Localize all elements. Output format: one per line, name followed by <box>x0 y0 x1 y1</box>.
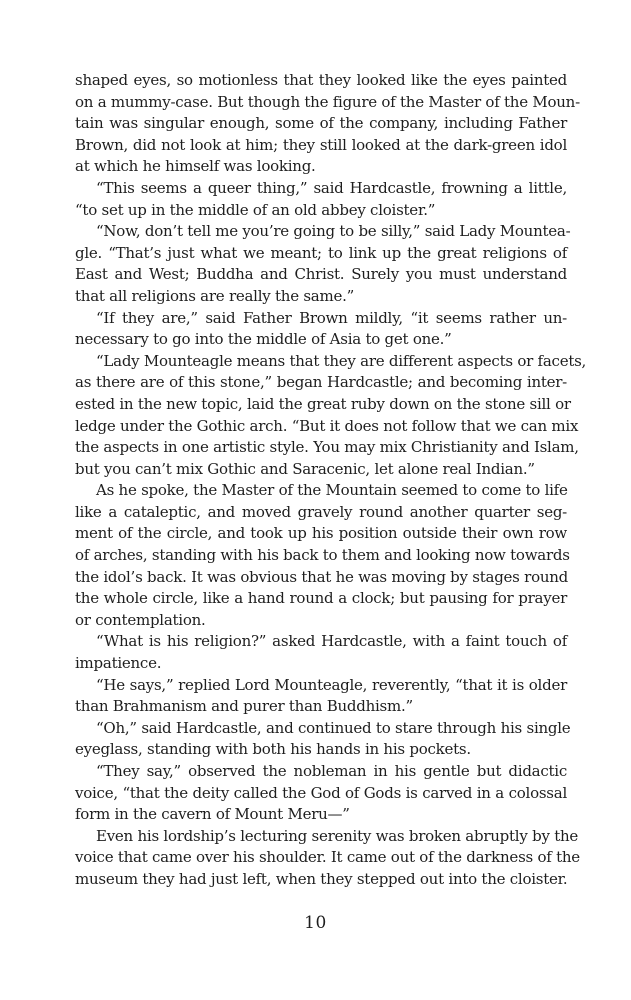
text-line: ested in the new topic, laid the great ruby down on the stone sill or <box>75 394 571 413</box>
text-line: “Oh,” said Hardcastle, and continued to stare through his single <box>96 718 571 737</box>
text-line: Even his lordship’s lecturing serenity was broken abruptly by the <box>96 826 579 845</box>
text-line: impatience. <box>75 654 162 673</box>
text-line: like a cataleptic, and moved gravely round another quarter seg- <box>75 502 567 521</box>
text-line: that all religions are really the same.” <box>75 286 355 305</box>
text-line: of arches, standing with his back to them and looking now towards <box>75 546 570 565</box>
text-line: voice that came over his shoulder. It came out of the darkness of the <box>75 848 580 867</box>
text-line: but you can’t mix Gothic and Saracenic, let alone real Indian.” <box>75 459 535 478</box>
text-line: on a mummy-case. But though the figure of the Master of the Moun- <box>75 92 580 111</box>
text-line: at which he himself was looking. <box>75 157 316 176</box>
text-line: As he spoke, the Master of the Mountain seemed to come to life <box>96 481 568 500</box>
text-line: or contemplation. <box>75 610 206 629</box>
text-line: than Brahmanism and purer than Buddhism.” <box>75 697 413 716</box>
text-line: eyeglass, standing with both his hands in his pockets. <box>75 740 471 759</box>
text-line: “What is his religion?” asked Hardcastle, with a faint touch of <box>96 632 567 651</box>
text-line: “If they are,” said Father Brown mildly, “it seems rather un- <box>96 308 567 327</box>
text-line: East and West; Buddha and Christ. Surely you must understand <box>75 265 567 284</box>
text-line: “Lady Mounteagle means that they are different aspects or facets, <box>96 351 587 370</box>
text-line: ment of the circle, and took up his position outside their own row <box>75 524 567 543</box>
text-line: “He says,” replied Lord Mounteagle, reverently, “that it is older <box>96 675 567 694</box>
text-line: the aspects in one artistic style. You may mix Christianity and Islam, <box>75 438 579 457</box>
page-body-text <box>75 70 587 891</box>
text-line: necessary to go into the middle of Asia to get one.” <box>75 330 452 349</box>
text-line: voice, “that the deity called the God of Gods is carved in a colossal <box>75 783 567 802</box>
text-line: museum they had just left, when they stepped out into the cloister. <box>75 869 568 888</box>
text-line: Brown, did not look at him; they still looked at the dark-green idol <box>75 135 567 154</box>
page-number: 10 <box>304 913 327 933</box>
text-line: the idol’s back. It was obvious that he was moving by stages round <box>75 567 569 586</box>
text-line: form in the cavern of Mount Meru—” <box>75 805 350 824</box>
text-line: “This seems a queer thing,” said Hardcastle, frowning a little, <box>96 178 567 197</box>
text-line: “to set up in the middle of an old abbey cloister.” <box>75 200 436 219</box>
text-line: as there are of this stone,” began Hardcastle; and becoming inter- <box>75 373 567 392</box>
text-line: gle. “That’s just what we meant; to link up the great religions of <box>75 243 567 262</box>
text-line: “They say,” observed the nobleman in his gentle but didactic <box>96 762 567 780</box>
text-line: the whole circle, like a hand round a clock; but pausing for prayer <box>75 589 567 608</box>
text-line: shaped eyes, so motionless that they looked like the eyes painted <box>75 71 567 89</box>
text-line: tain was singular enough, some of the company, including Father <box>75 114 567 133</box>
text-line: “Now, don’t tell me you’re going to be silly,” said Lady Mountea- <box>96 222 571 241</box>
text-line: ledge under the Gothic arch. “But it does not follow that we can mix <box>75 416 579 435</box>
